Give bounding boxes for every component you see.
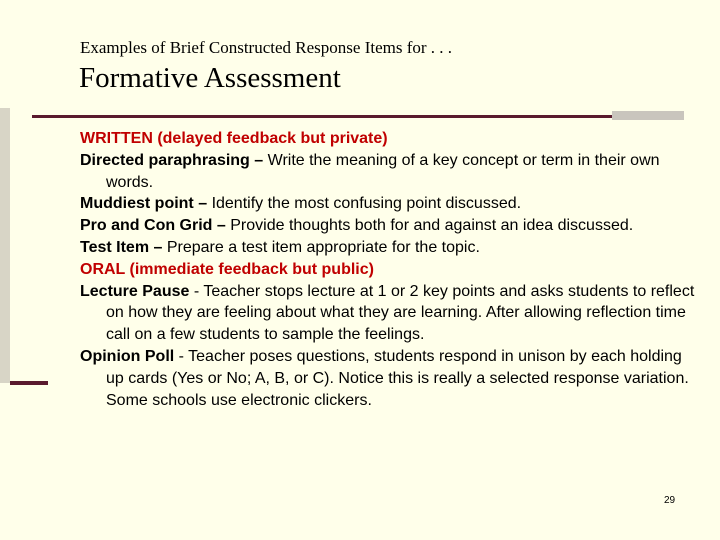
item-text: Write the meaning of a key concept or term in their own words. (106, 151, 660, 191)
list-item-directed-paraphrasing: Directed paraphrasing – Write the meaning of a key concept or term in their own words. (80, 151, 660, 191)
slide-subtitle: Examples of Brief Constructed Response Items for . . . (80, 38, 453, 57)
item-term: Pro and Con Grid (80, 217, 213, 235)
item-term: Directed paraphrasing (80, 151, 250, 169)
item-text: Teacher stops lecture at 1 or 2 key points and asks students to reflect on how they are feeling about what they are learning. After allowing reflection time call on a few students to sample the feelings. (106, 282, 695, 344)
section-heading-written: WRITTEN (delayed feedback but private) (80, 130, 388, 147)
item-term: Lecture Pause (80, 282, 190, 300)
list-item-opinion-poll: Opinion Poll - Teacher poses questions, students respond in unison by each holding up cards (Yes or No; A, B, or C). Notice this is really a selected response variation. Some schools use electronic clickers. (80, 347, 689, 409)
item-term: Muddiest point (80, 195, 194, 213)
item-text: Provide thoughts both for and against an idea discussed. (230, 217, 634, 235)
list-item-pro-con-grid: Pro and Con Grid – Provide thoughts both for and against an idea discussed. (80, 217, 634, 235)
item-term: Opinion Poll (80, 347, 175, 365)
slide-body (80, 128, 700, 411)
left-decorative-bar (0, 108, 10, 383)
list-item-test-item: Test Item – Prepare a test item appropriate for the topic. (80, 238, 480, 256)
item-text: Identify the most confusing point discussed. (211, 195, 522, 213)
item-text: Prepare a test item appropriate for the topic. (166, 238, 480, 256)
list-item-muddiest-point: Muddiest point – Identify the most confusing point discussed. (80, 195, 522, 213)
item-text: Teacher poses questions, students respond in unison by each holding up cards (Yes or No; A, B, or C). Notice this is really a selected response variation. Some schools use electronic clickers. (106, 347, 689, 409)
page-number: 29 (664, 495, 676, 506)
left-accent-rule (10, 381, 48, 385)
section-heading-oral: ORAL (immediate feedback but public) (80, 260, 374, 278)
slide-title: Formative Assessment (79, 62, 341, 94)
list-item-lecture-pause: Lecture Pause - Teacher stops lecture at 1 or 2 key points and asks students to reflect on how they are feeling about what they are learning. After allowing reflection time call on a few students to sample the feelings. (80, 282, 695, 344)
title-divider-block (612, 111, 684, 120)
title-divider-rule (32, 115, 612, 118)
item-term: Test Item (80, 238, 150, 256)
